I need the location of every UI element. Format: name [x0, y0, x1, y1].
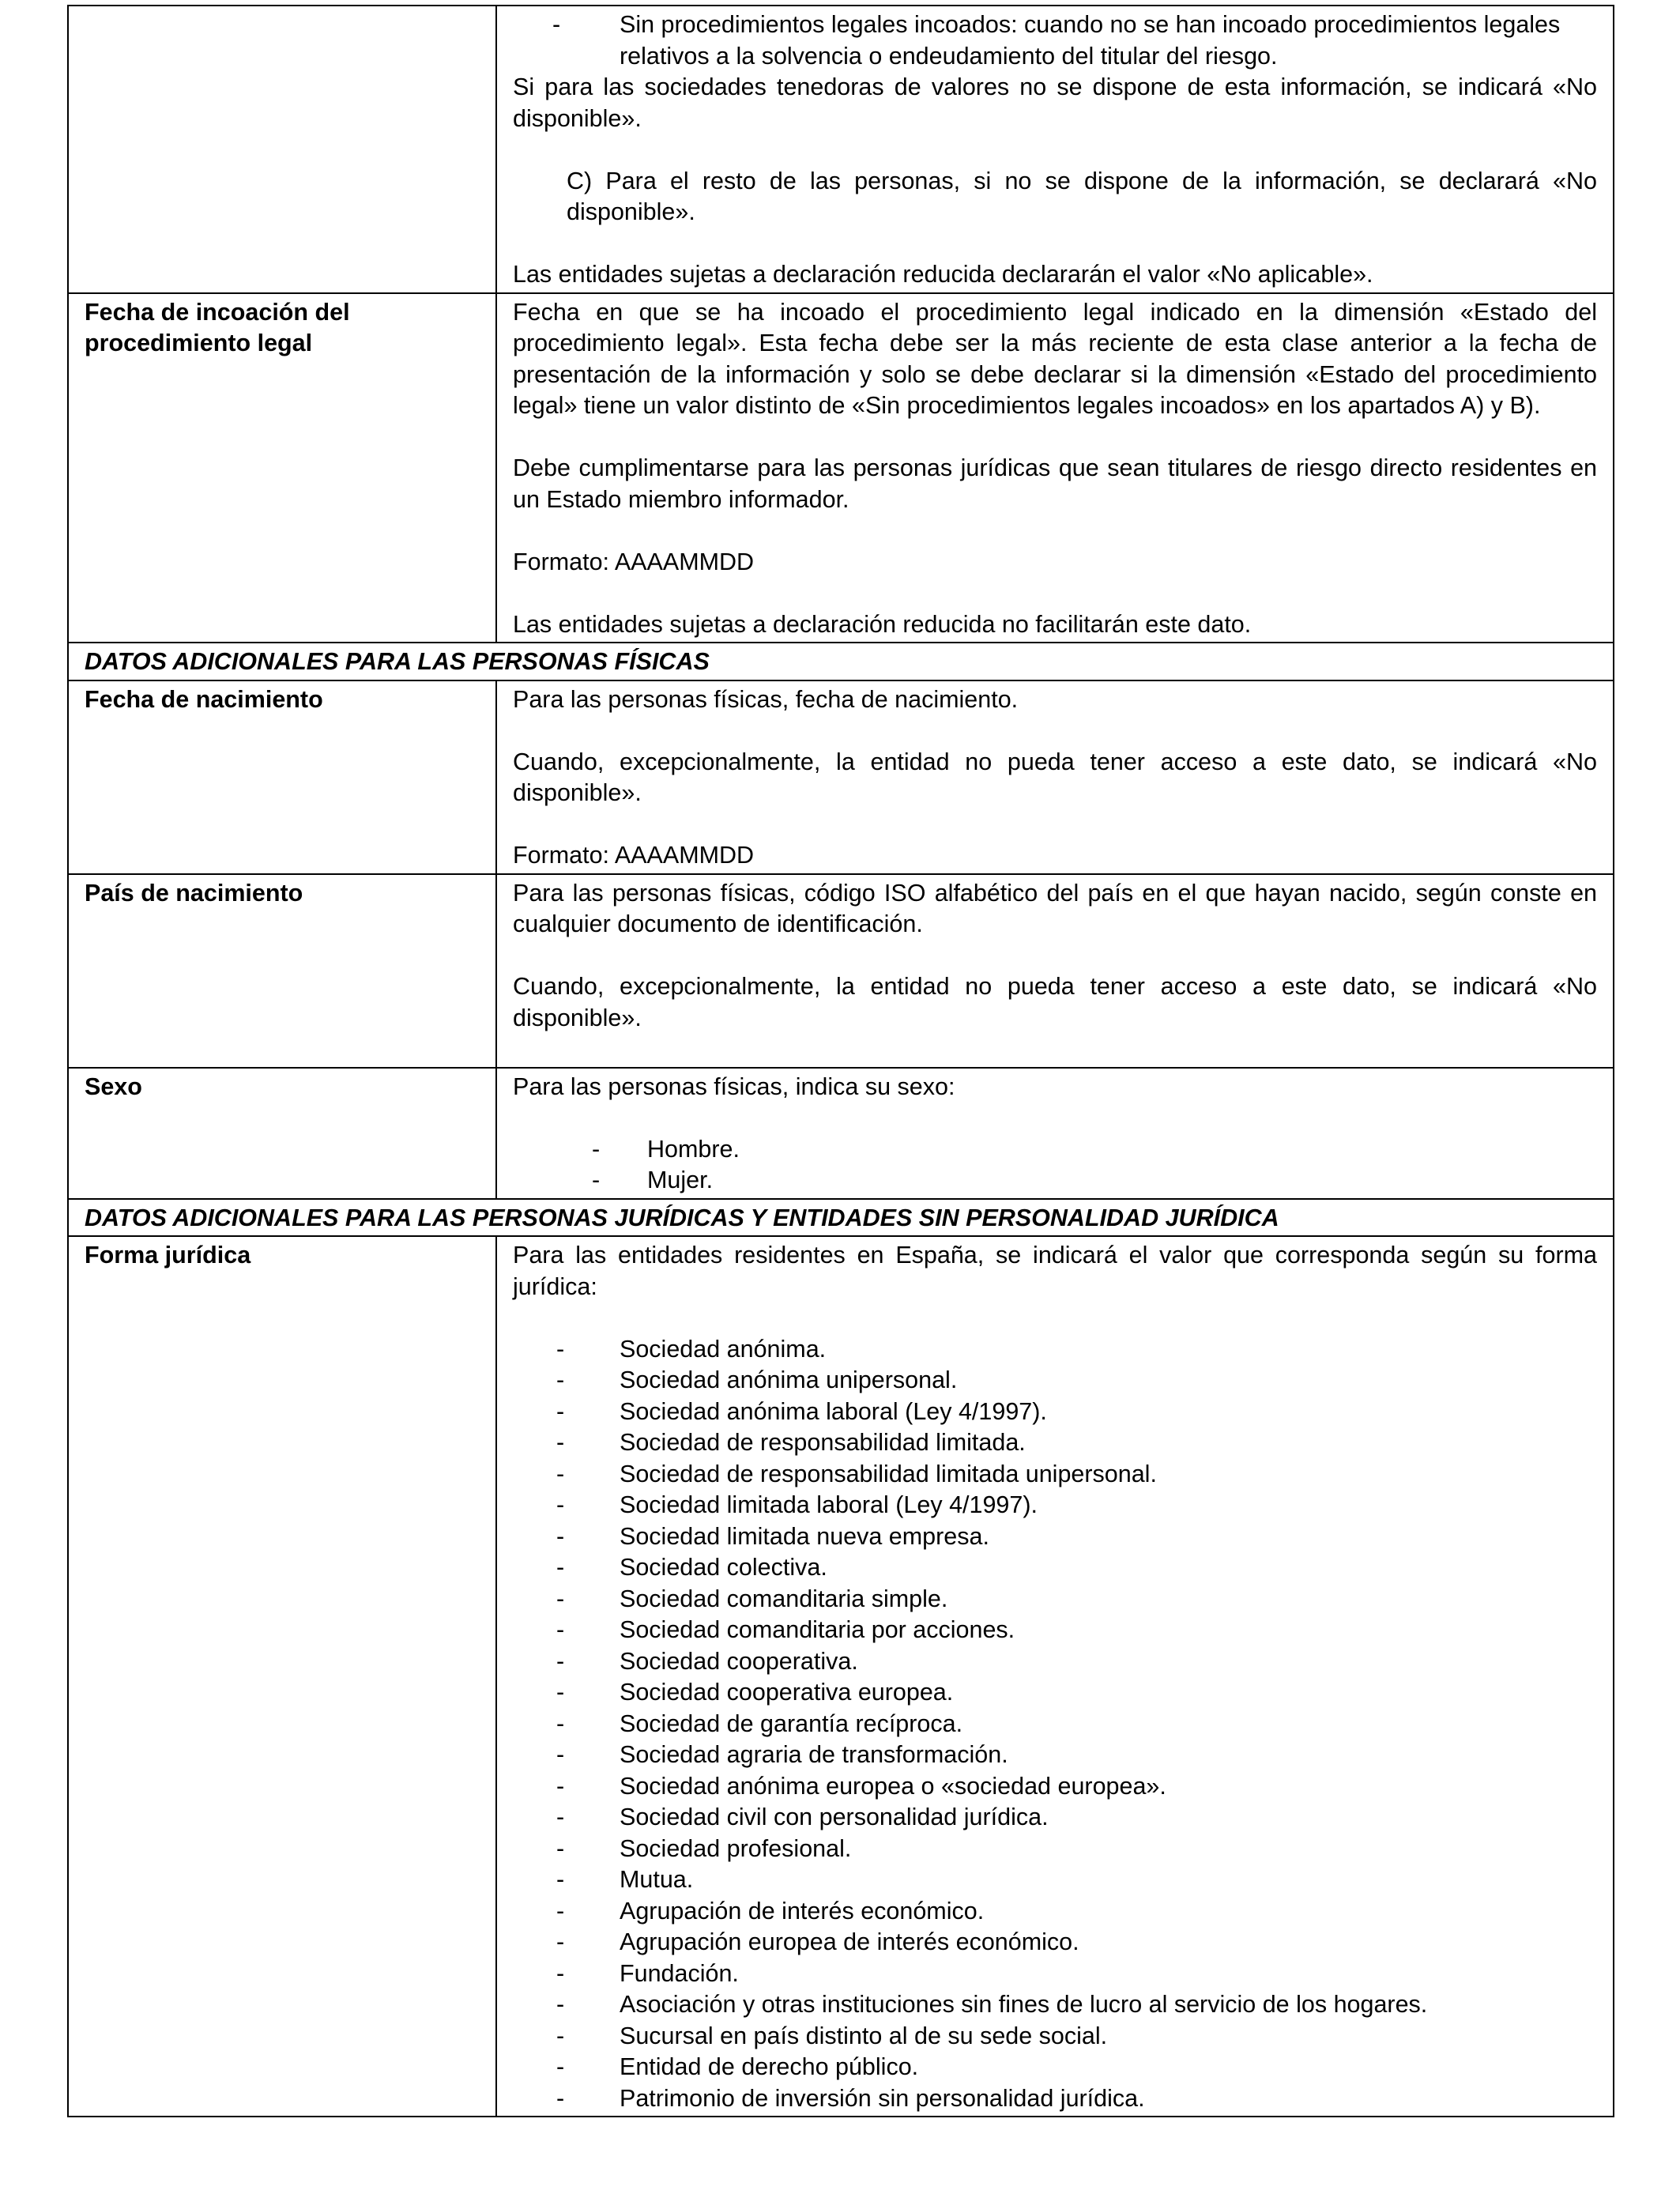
- list-item: [513, 1397, 1597, 1428]
- list-bullet: -: [556, 1429, 565, 1456]
- list-bullet: -: [556, 1397, 565, 1425]
- list-item-text: Mutua.: [620, 1866, 694, 1893]
- list-bullet: -: [556, 1647, 565, 1675]
- table-row: [68, 6, 1614, 293]
- list-item-text: Fundación.: [620, 1959, 739, 1987]
- list-bullet: -: [556, 1554, 565, 1581]
- list-item-text: Sociedad profesional.: [620, 1834, 852, 1862]
- list-bullet: -: [592, 1135, 601, 1163]
- list-item: [513, 9, 1597, 72]
- list-item-text: Sociedad anónima.: [620, 1335, 827, 1363]
- list-bullet: -: [556, 1335, 565, 1363]
- list-item-text: Sociedad de responsabilidad limitada.: [620, 1429, 1026, 1456]
- list-item-text: Sociedad limitada nueva empresa.: [620, 1522, 989, 1550]
- row-label-empty: [68, 6, 496, 293]
- list-bullet: -: [556, 1804, 565, 1830]
- list-item: [513, 1334, 1597, 1366]
- paragraph: Las entidades sujetas a declaración reducida declararán el valor «No aplicable».: [513, 261, 1373, 288]
- paragraph: Para las personas físicas, fecha de nacimiento.: [513, 685, 1019, 713]
- list-item-text: Sociedad colectiva.: [620, 1554, 827, 1581]
- list-bullet: -: [556, 1741, 565, 1768]
- table-row: [68, 874, 1614, 1068]
- paragraph: Si para las sociedades tenedoras de valores no se dispone de esta información, se indicará «No disponible».: [513, 74, 1597, 132]
- table-row: [68, 680, 1614, 874]
- list-item: [513, 1552, 1597, 1584]
- list-bullet: -: [556, 1928, 565, 1955]
- list-item-text: Sociedad cooperativa europea.: [620, 1679, 954, 1706]
- row-description: [496, 680, 1614, 874]
- list-bullet: -: [556, 1679, 565, 1706]
- list-bullet: -: [556, 1616, 565, 1643]
- list-bullet: -: [556, 2053, 565, 2080]
- paragraph: Cuando, excepcionalmente, la entidad no pueda tener acceso a este dato, se indicará «No disponible».: [513, 748, 1597, 806]
- list-item-text: Hombre.: [647, 1135, 740, 1163]
- list-item: [513, 1490, 1597, 1521]
- paragraph: Debe cumplimentarse para las personas jurídicas que sean titulares de riesgo directo residentes en un Estado miembro informador.: [513, 454, 1597, 513]
- section-row: [68, 1199, 1614, 1237]
- list-item: [513, 1365, 1597, 1397]
- list-item-text: Asociación y otras instituciones sin fines de lucro al servicio de los hogares.: [620, 1991, 1428, 2018]
- list-item-text: Sociedad comanditaria por acciones.: [620, 1616, 1015, 1643]
- list-item-text: Agrupación de interés económico.: [620, 1897, 985, 1924]
- list-bullet: -: [556, 1710, 565, 1737]
- forma-juridica-list: [513, 1334, 1597, 2115]
- paragraph: Para las personas físicas, código ISO alfabético del país en el que hayan nacido, según conste en cualquier documento de identificación.: [513, 879, 1597, 937]
- definitions-table: [67, 5, 1614, 2117]
- list-bullet: -: [552, 11, 561, 38]
- list-item-text: Sociedad anónima unipersonal.: [620, 1367, 958, 1393]
- paragraph: Formato: AAAAMMDD: [513, 548, 755, 575]
- list-item: [513, 2052, 1597, 2083]
- list-item-text: Sociedad anónima laboral (Ley 4/1997).: [620, 1397, 1047, 1425]
- list-item: [513, 2083, 1597, 2115]
- list-item: [513, 2021, 1597, 2053]
- section-heading: DATOS ADICIONALES PARA LAS PERSONAS JURÍDICAS Y ENTIDADES SIN PERSONALIDAD JURÍDICA: [68, 1199, 1614, 1237]
- row-description: [496, 1236, 1614, 2117]
- list-item-text: Sociedad cooperativa.: [620, 1647, 858, 1675]
- list-item-text: Sociedad de garantía recíproca.: [620, 1710, 963, 1737]
- list-item-text: Sociedad anónima europea o «sociedad europea».: [620, 1772, 1166, 1800]
- section-heading: DATOS ADICIONALES PARA LAS PERSONAS FÍSICAS: [68, 643, 1614, 680]
- list-bullet: -: [556, 1491, 565, 1518]
- paragraph: Cuando, excepcionalmente, la entidad no pueda tener acceso a este dato, se indicará «No disponible».: [513, 973, 1597, 1031]
- paragraph: Formato: AAAAMMDD: [513, 842, 755, 869]
- paragraph: Para las entidades residentes en España, se indicará el valor que corresponda según su forma jurídica:: [513, 1242, 1597, 1300]
- list-item: [513, 1834, 1597, 1865]
- row-description: [496, 874, 1614, 1068]
- list-item: [513, 1134, 1597, 1166]
- row-label: Forma jurídica: [68, 1236, 496, 2117]
- paragraph-c: C) Para el resto de las personas, si no se dispone de la información, se declarará «No disponible».: [567, 167, 1597, 225]
- list-item: [513, 1584, 1597, 1615]
- list-bullet: -: [556, 1897, 565, 1924]
- list-bullet: -: [556, 1585, 565, 1612]
- list-item-text: Sociedad agraria de transformación.: [620, 1741, 1008, 1768]
- paragraph: Fecha en que se ha incoado el procedimiento legal indicado en la dimensión «Estado del procedimiento legal». Esta fecha debe ser la más reciente de esta clase anterior a la fecha de presentación de la información y solo se debe declarar si la dimensión «Estado del procedimiento legal» tiene un valor distinto de «Sin procedimientos legales incoados» en los apartados A) y B).: [513, 298, 1597, 419]
- list-item: [513, 1927, 1597, 1958]
- row-description: [496, 1068, 1614, 1199]
- paragraph: Las entidades sujetas a declaración reducida no facilitarán este dato.: [513, 610, 1252, 638]
- list-bullet: -: [556, 2084, 565, 2112]
- document-page: [67, 5, 1613, 2117]
- list-bullet: -: [556, 2022, 565, 2049]
- list-item: [513, 1958, 1597, 1990]
- list-item-text: Mujer.: [647, 1167, 714, 1193]
- list-item: [513, 1864, 1597, 1896]
- list-item-text: Sociedad de responsabilidad limitada unipersonal.: [620, 1460, 1157, 1487]
- list-item-text: Sucursal en país distinto al de su sede social.: [620, 2022, 1108, 2049]
- list-item: [513, 1459, 1597, 1491]
- list-item: [513, 1709, 1597, 1740]
- row-label: País de nacimiento: [68, 874, 496, 1068]
- row-description: [496, 6, 1614, 293]
- list-bullet: -: [556, 1866, 565, 1893]
- list-bullet: -: [556, 1367, 565, 1393]
- row-label: Fecha de incoación del procedimiento legal: [68, 293, 496, 643]
- list-item: [513, 1427, 1597, 1459]
- list-bullet: -: [592, 1167, 601, 1193]
- list-bullet: -: [556, 1991, 565, 2018]
- paragraph: Para las personas físicas, indica su sexo:: [513, 1072, 955, 1100]
- row-label: Fecha de nacimiento: [68, 680, 496, 874]
- row-label: Sexo: [68, 1068, 496, 1199]
- list-item-text: Sociedad comanditaria simple.: [620, 1585, 948, 1612]
- list-bullet: -: [556, 1460, 565, 1487]
- list-item-text: Sociedad limitada laboral (Ley 4/1997).: [620, 1491, 1038, 1518]
- sexo-list: [513, 1134, 1597, 1197]
- list-item-text: Entidad de derecho público.: [620, 2053, 919, 2080]
- list-item-text: Agrupación europea de interés económico.: [620, 1928, 1079, 1955]
- list-item: [513, 1521, 1597, 1553]
- list-item-text: Sin procedimientos legales incoados: cuando no se han incoado procedimientos legales relativos a la solvencia o endeudamiento del titular del riesgo.: [620, 11, 1561, 70]
- table-row: [68, 1068, 1614, 1199]
- list-bullet: -: [556, 1772, 565, 1800]
- list-item: [513, 1896, 1597, 1928]
- list-item: [513, 1165, 1597, 1197]
- list-bullet: -: [556, 1522, 565, 1550]
- section-row: [68, 643, 1614, 680]
- list-item-text: Sociedad civil con personalidad jurídica.: [620, 1804, 1049, 1830]
- list-bullet: -: [556, 1834, 565, 1862]
- list-item: [513, 1989, 1597, 2021]
- list-item: [513, 1802, 1597, 1834]
- list-item: [513, 1646, 1597, 1678]
- row-description: [496, 293, 1614, 643]
- list-item: [513, 1771, 1597, 1803]
- list-item: [513, 1740, 1597, 1771]
- list-bullet: -: [556, 1959, 565, 1987]
- list-item: [513, 1677, 1597, 1709]
- table-row: [68, 293, 1614, 643]
- list-item-text: Patrimonio de inversión sin personalidad jurídica.: [620, 2084, 1145, 2112]
- list-item: [513, 1615, 1597, 1646]
- table-row: [68, 1236, 1614, 2117]
